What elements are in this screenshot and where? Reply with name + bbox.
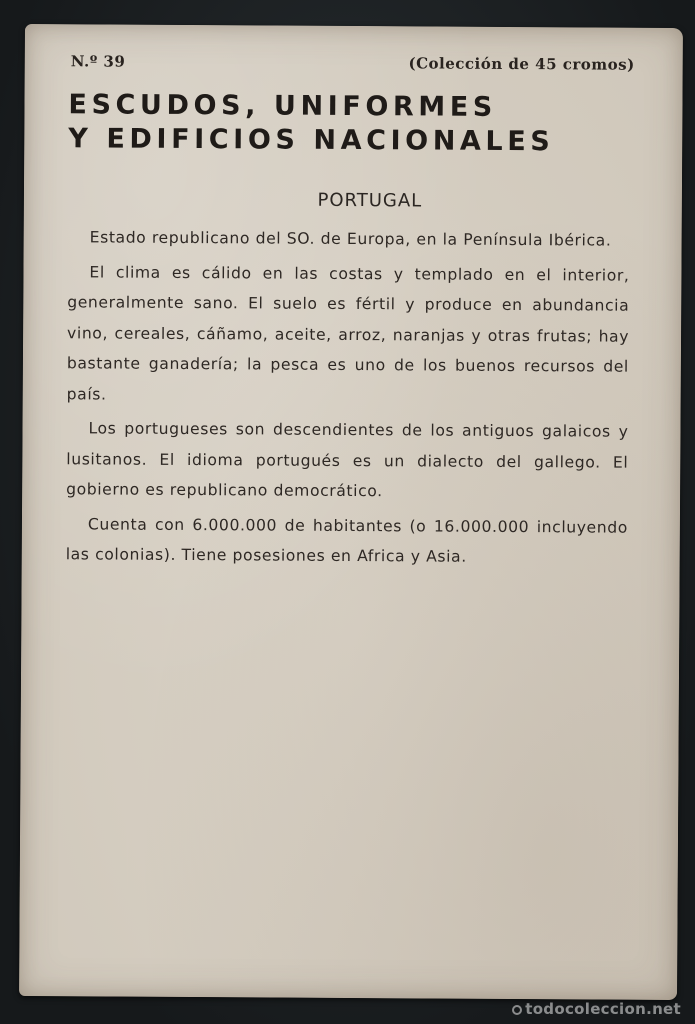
card-body: [66, 222, 630, 577]
title-line-2: Y EDIFICIOS NACIONALES: [68, 123, 555, 158]
paragraph: Los portugueses son descendientes de los antiguos galaicos y lusitanos. El idioma portugués es un dialecto del gallego. El gobierno es republicano democrático.: [66, 419, 629, 501]
card-number: N.º 39: [70, 52, 126, 71]
title-line-1: ESCUDOS, UNIFORMES: [68, 89, 497, 123]
watermark-text: todocoleccion.net: [525, 1000, 681, 1018]
section-title: PORTUGAL: [317, 189, 423, 212]
watermark: [512, 1000, 681, 1018]
paragraph: Estado republicano del SO. de Europa, en la Península Ibérica.: [89, 228, 612, 250]
trading-card: [19, 24, 683, 1000]
todocoleccion-logo-icon: [512, 1005, 522, 1015]
paragraph: El clima es cálido en las costas y templado en el interior, generalmente sano. El suelo es fértil y produce en abundancia vino, cereales, cáñamo, aceite, arroz, naranjas y otras frutas; hay bastante ganadería; la pesca es uno de los buenos recursos del país.: [66, 262, 630, 404]
paragraph: Cuenta con 6.000.000 de habitantes (o 16.000.000 incluyendo las colonias). Tiene posesiones en Africa y Asia.: [65, 514, 628, 566]
collection-note: (Colección de 45 cromos): [408, 54, 635, 74]
card-title: [68, 88, 642, 160]
card-header: [71, 52, 635, 79]
